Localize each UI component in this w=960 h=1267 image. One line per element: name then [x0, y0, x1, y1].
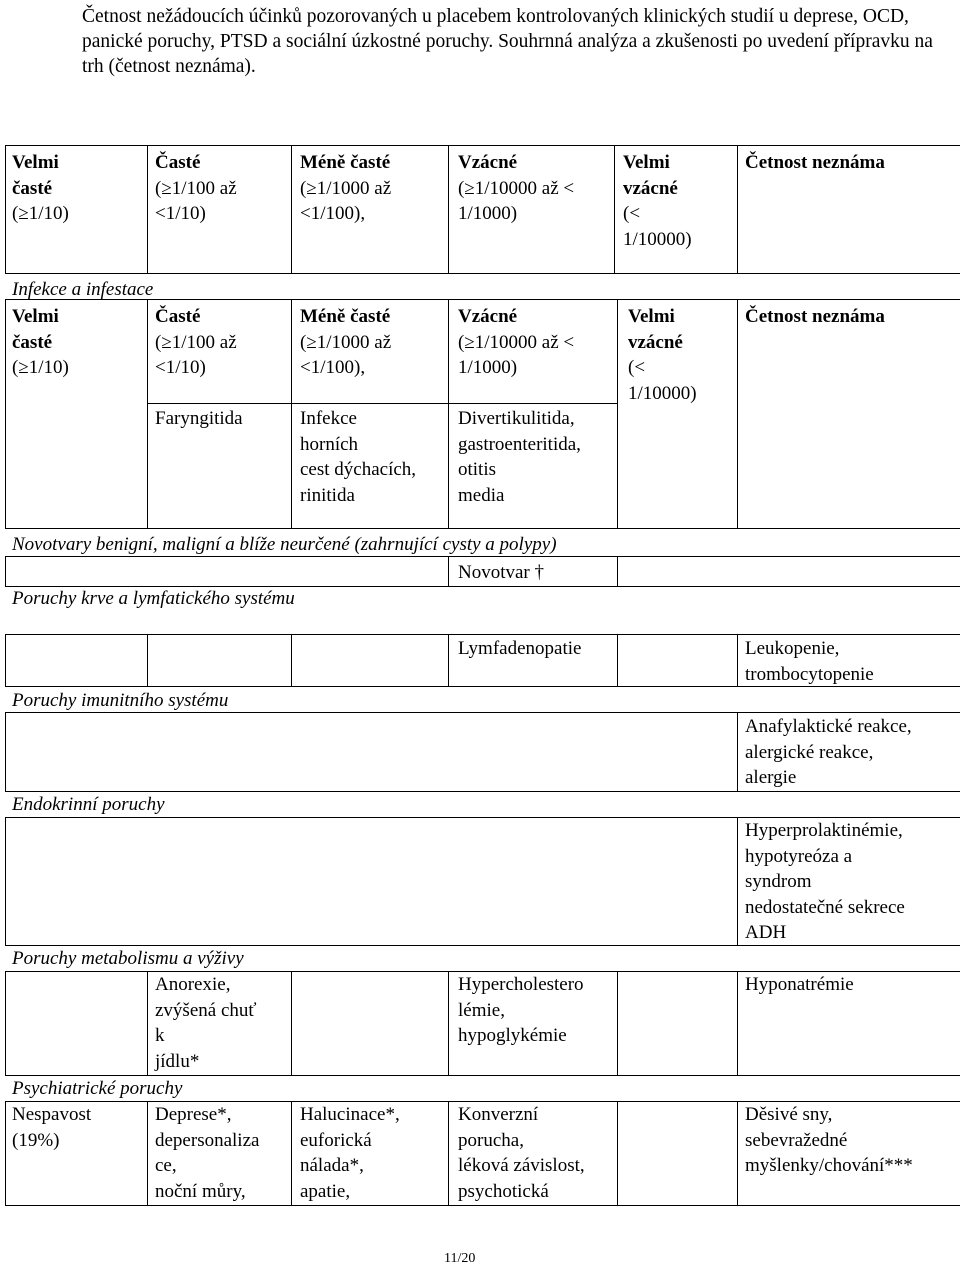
cell-konverzni-porucha: Konverzní porucha, léková závislost, psychotická [458, 1104, 585, 1202]
cell-anorexie: Anorexie, zvýšená chuť k jídlu* [155, 974, 257, 1072]
cell-infekce-hornich-cest: Infekce horních cest dýchacích, rinitida [300, 408, 417, 506]
infekce-header-caste: Časté (≥1/100 až <1/10) [155, 306, 237, 378]
infekce-header-mene-caste: Méně časté (≥1/1000 až <1/100), [300, 306, 392, 378]
cell-anafylakticke: Anafylaktické reakce, alergické reakce, alergie [745, 716, 912, 788]
infekce-header-vzacne: Vzácné (≥1/10000 až < 1/1000) [458, 306, 575, 378]
header-velmi-vzacne: Velmi vzácné (< 1/10000) [623, 152, 692, 250]
header-velmi-caste: Velmi časté (≥1/10) [12, 152, 69, 224]
header-caste: Časté (≥1/100 až <1/10) [155, 152, 237, 224]
page-number: 11/20 [444, 1251, 476, 1266]
cell-faryngitida: Faryngitida [155, 408, 243, 429]
cell-leukopenie: Leukopenie, trombocytopenie [745, 638, 874, 685]
cell-hypercholesterolemie: Hypercholestero lémie, hypoglykémie [458, 974, 584, 1046]
cell-hyperprolaktinemie: Hyperprolaktinémie, hypotyreóza a syndrom nedostatečné sekrece ADH [745, 820, 905, 943]
cell-divertikulitida: Divertikulitida, gastroenteritida, otitis media [458, 408, 581, 506]
section-infekce: Infekce a infestace [12, 279, 154, 300]
section-imunita: Poruchy imunitního systému [12, 690, 229, 711]
intro-paragraph: Četnost nežádoucích účinků pozorovaných u placebem kontrolovaných klinických studií u deprese, OCD, panické poruchy, PTSD a sociální úzkostné poruchy. Souhrnná analýza a zkušenosti po uvedení přípravku na trh (četnost neznáma). [82, 6, 933, 77]
cell-desive-sny: Děsivé sny, sebevražedné myšlenky/chování*** [745, 1104, 913, 1176]
cell-hyponatremie: Hyponatrémie [745, 974, 854, 995]
section-endokrinni: Endokrinní poruchy [12, 794, 165, 815]
infekce-header-cetnost-neznama: Četnost neznáma [745, 306, 885, 327]
section-metabolismus: Poruchy metabolismu a výživy [12, 948, 244, 969]
section-psychiatricke: Psychiatrické poruchy [12, 1078, 183, 1099]
infekce-header-velmi-vzacne: Velmi vzácné (< 1/10000) [628, 306, 697, 404]
section-novotvary: Novotvary benigní, maligní a blíže neurčené (zahrnující cysty a polypy) [12, 534, 557, 555]
cell-deprese: Deprese*, depersonaliza ce, noční můry, [155, 1104, 260, 1202]
infekce-header-velmi-caste: Velmi časté (≥1/10) [12, 306, 69, 378]
header-cetnost-neznama: Četnost neznáma [745, 152, 885, 173]
cell-lymfadenopatie: Lymfadenopatie [458, 638, 582, 659]
cell-novotvar: Novotvar † [458, 562, 545, 583]
section-krev: Poruchy krve a lymfatického systému [12, 588, 295, 609]
cell-nespavost: Nespavost (19%) [12, 1104, 92, 1151]
header-mene-caste: Méně časté (≥1/1000 až <1/100), [300, 152, 392, 224]
cell-halucinace: Halucinace*, euforická nálada*, apatie, [300, 1104, 400, 1202]
header-vzacne: Vzácné (≥1/10000 až < 1/1000) [458, 152, 575, 224]
